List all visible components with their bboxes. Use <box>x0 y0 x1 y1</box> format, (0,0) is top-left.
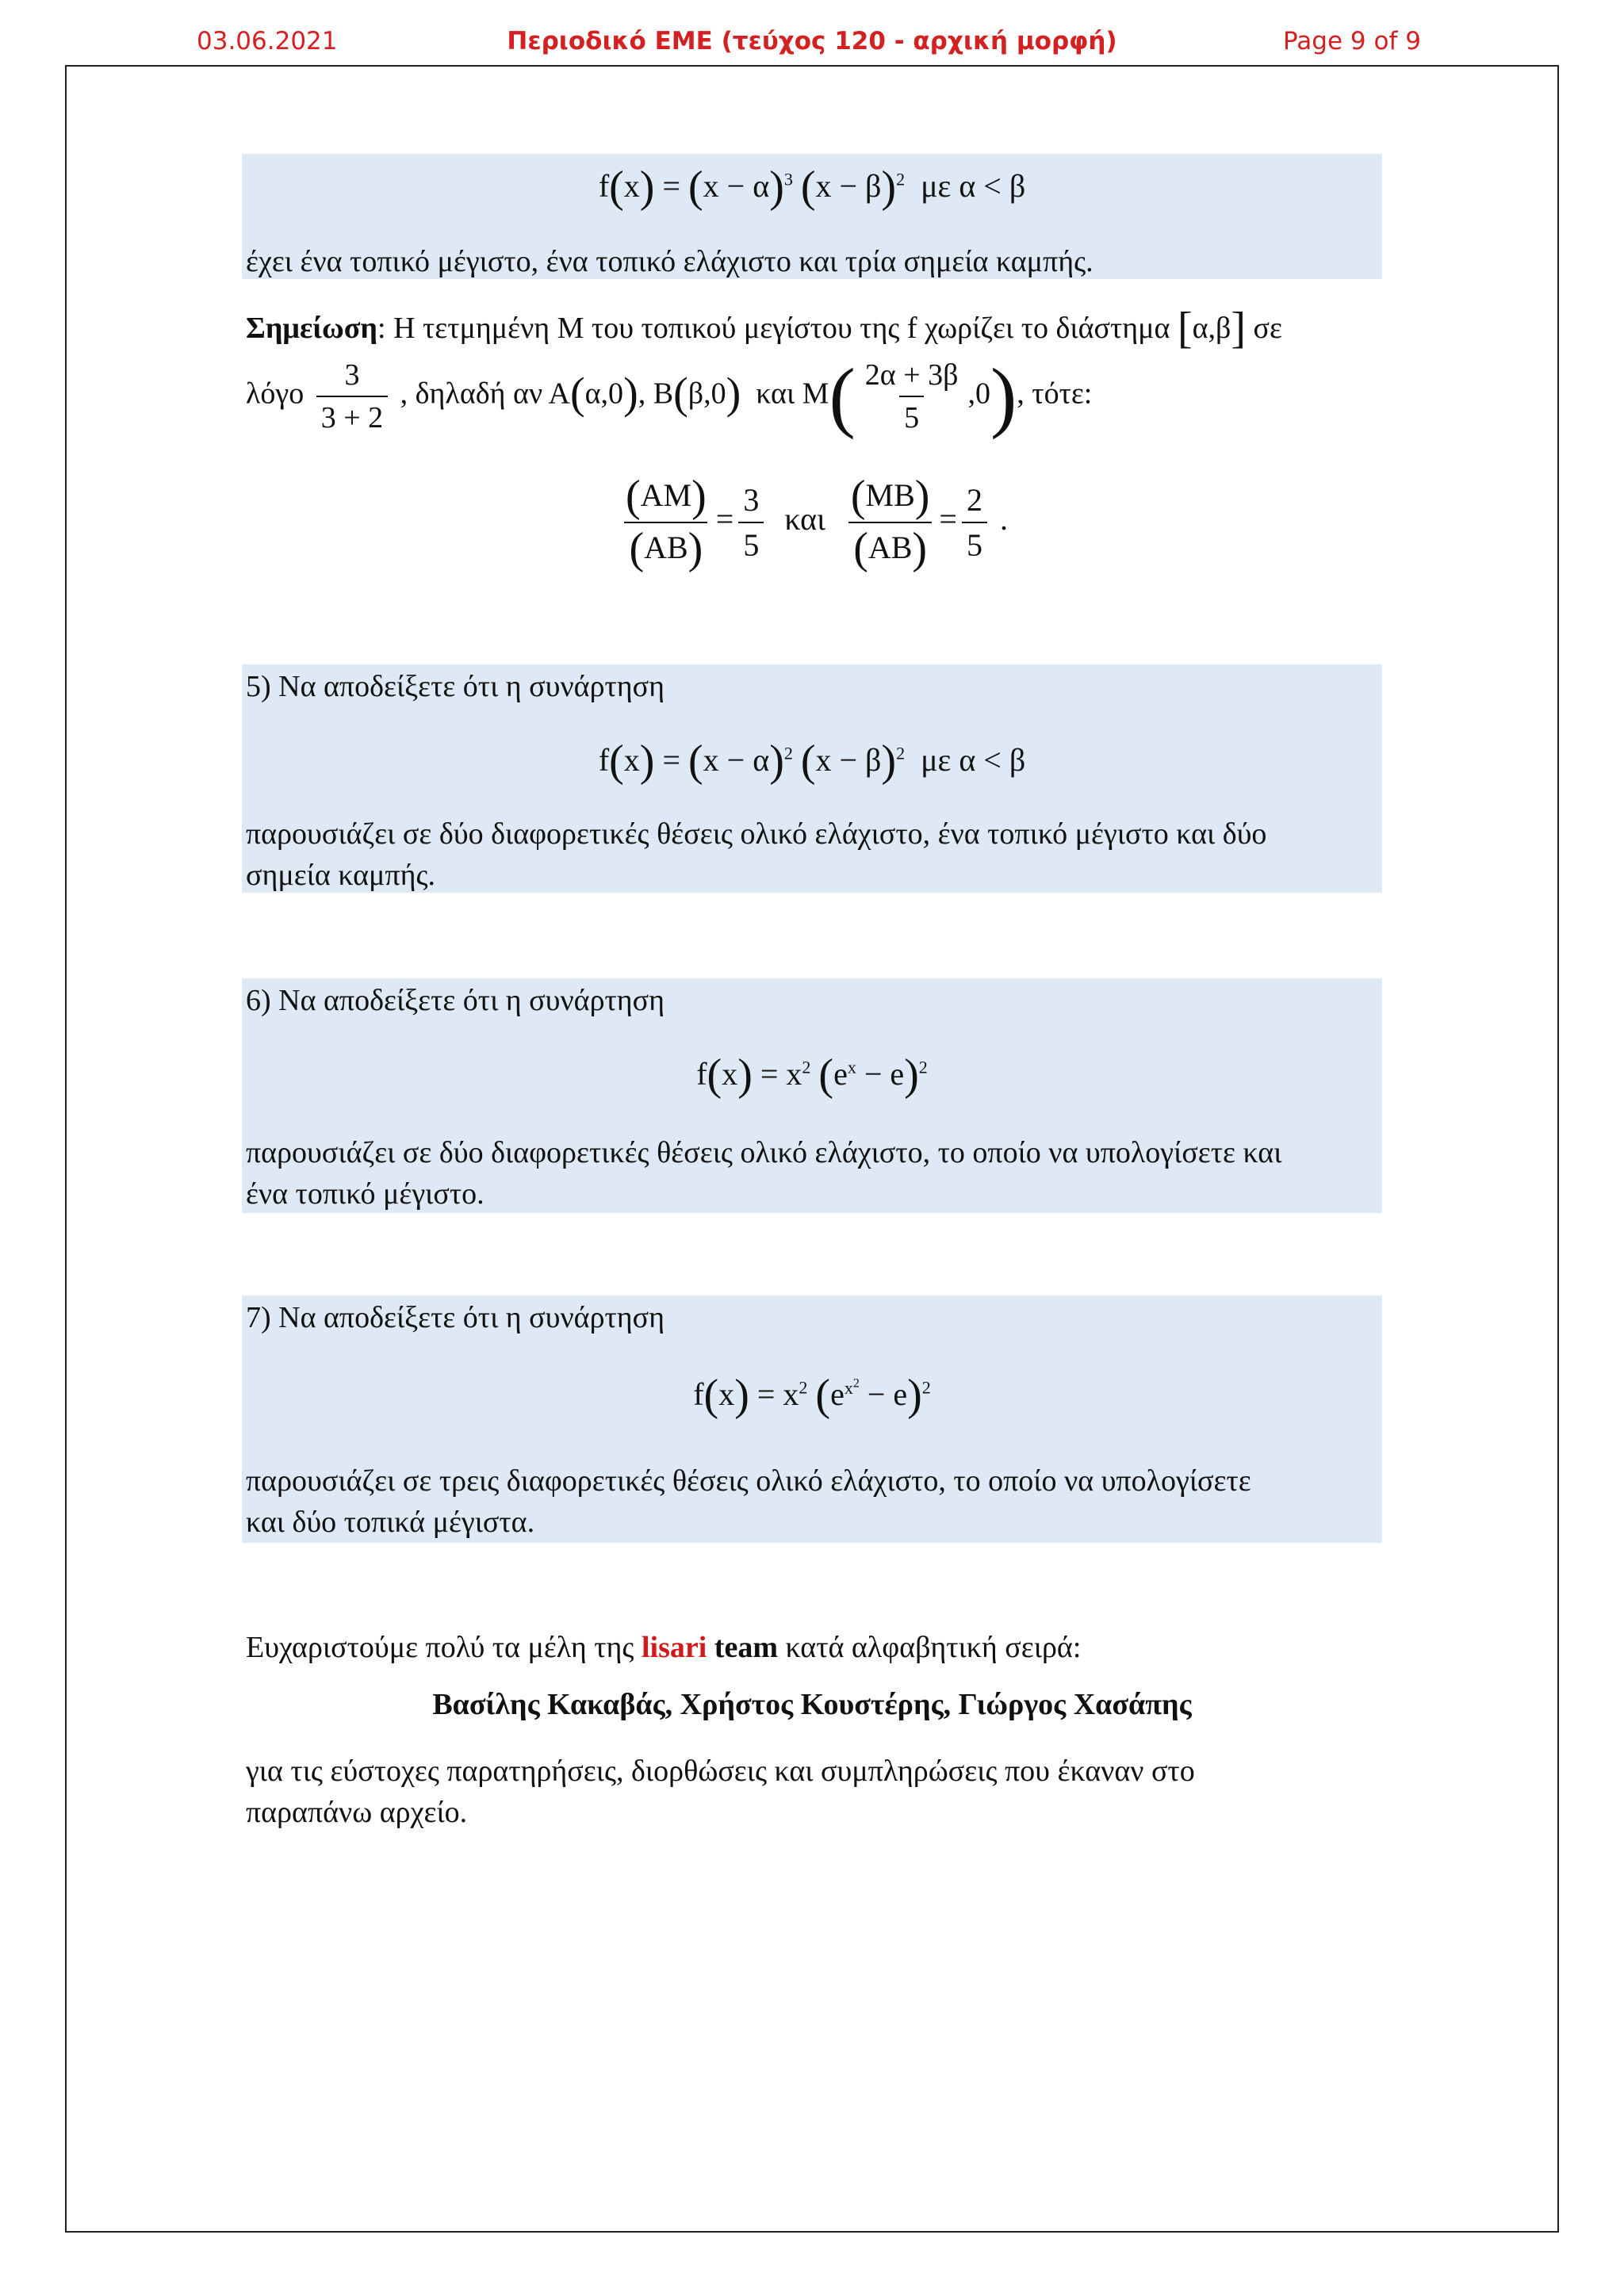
exercise-7-formula: $f(x) = x^2$ $(e^{x^2} - e)^2$ <box>693 1371 931 1420</box>
header-title: Περιοδικό ΕΜΕ (τεύχος 120 - αρχική μορφή) <box>507 27 1117 55</box>
exercise-5-line-1: παρουσιάζει σε δύο διαφορετικές θέσεις ολικό ελάχιστο, ένα τοπικό μέγιστο και δύο <box>246 817 1267 851</box>
exercise-5-line-2: σημεία καμπής. <box>246 859 436 892</box>
exercise-4-formula: $f(x) = (x - \alpha)^3$ $(x - \beta)^2$ με α < β <box>598 163 1026 212</box>
note-line-2: λόγο $\frac{3}{3 + 2}$ , δηλαδή αν Α(α,0), Β(β,0) και Μ( $\frac{2\alpha + 3\beta}{5}$ ,0), τότε: <box>246 352 1093 440</box>
ratio-fraction: $\frac{3}{3 + 2}$ <box>316 358 388 435</box>
note-label: Σημείωση <box>246 312 378 345</box>
thanks-line-3: για τις εύστοχες παρατηρήσεις, διορθώσεις και συμπληρώσεις που έκαναν στο <box>246 1755 1195 1788</box>
exercise-6-line-1: παρουσιάζει σε δύο διαφορετικές θέσεις ολικό ελάχιστο, το οποίο να υπολογίσετε και <box>246 1136 1282 1169</box>
point-m-fraction: $\frac{2\alpha + 3\beta}{5}$ <box>864 358 959 434</box>
thanks-line-4: παραπάνω αρχείο. <box>246 1796 468 1829</box>
header-date: 03.06.2021 <box>197 27 338 55</box>
exercise-5-title: 5) Να αποδείξετε ότι η συνάρτηση <box>246 670 665 703</box>
thanks-line-1: Ευχαριστούμε πολύ τα μέλη της lisari team κατά αλφαβητική σειρά: <box>246 1631 1082 1664</box>
note-ratio-equation: $\frac{(AM)}{(AB)}$ = $\frac{3}{5}$ και $\frac{(MB)}{(AB)}$ = $\frac{2}{5}$ . <box>626 472 1008 573</box>
header-page-number: Page 9 of 9 <box>1283 27 1421 55</box>
exercise-4-text: έχει ένα τοπικό μέγιστο, ένα τοπικό ελάχιστο και τρία σημεία καμπής. <box>246 245 1094 278</box>
note-line-1: Σημείωση: Η τετμημένη Μ του τοπικού μεγίστου της f χωρίζει το διάστημα [α,β] σε <box>246 304 1282 353</box>
exercise-6-line-2: ένα τοπικό μέγιστο. <box>246 1177 485 1211</box>
exercise-7-line-2: και δύο τοπικά μέγιστα. <box>246 1506 535 1539</box>
exercise-6-formula: $f(x) = x^2$ $(e^x - e)^2$ <box>696 1050 928 1100</box>
lisari-brand: lisari <box>641 1631 707 1664</box>
exercise-7-title: 7) Να αποδείξετε ότι η συνάρτηση <box>246 1301 665 1334</box>
thanks-names: Βασίλης Κακαβάς, Χρήστος Κουστέρης, Γιώργος Χασάπης <box>432 1688 1192 1721</box>
exercise-6-title: 6) Να αποδείξετε ότι η συνάρτηση <box>246 984 665 1017</box>
exercise-7-line-1: παρουσιάζει σε τρεις διαφορετικές θέσεις ολικό ελάχιστο, το οποίο να υπολογίσετε <box>246 1464 1251 1498</box>
exercise-5-formula: $f(x) = (x - \alpha)^2$ $(x - \beta)^2$ με α < β <box>598 737 1026 786</box>
